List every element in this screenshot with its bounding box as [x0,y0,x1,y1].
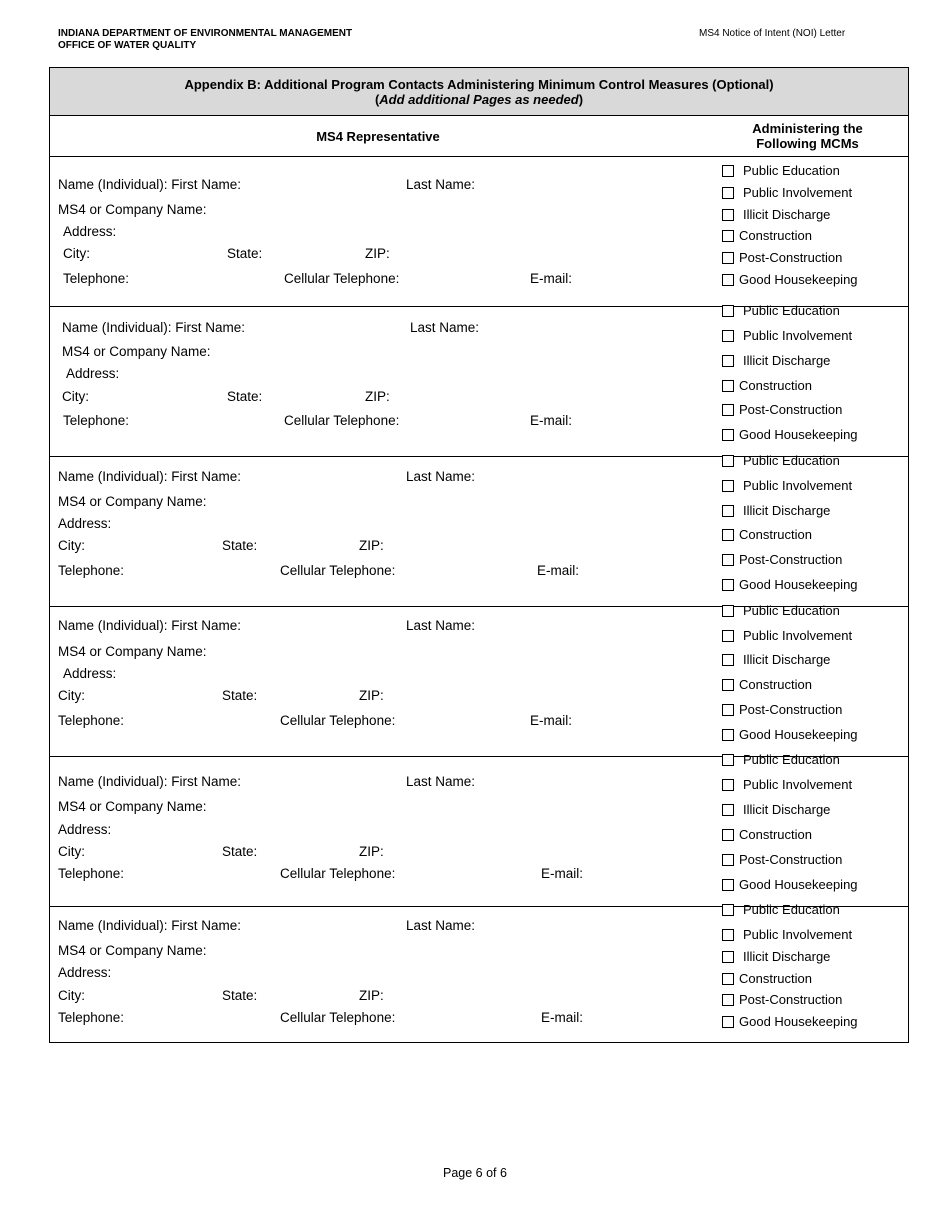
mcm-option[interactable] [722,454,840,468]
mcm-label: Public Involvement [743,478,853,493]
last-name-field[interactable]: Last Name: [406,618,476,633]
mcm-option[interactable] [722,853,842,867]
mcm-label: Post-Construction [739,852,843,867]
mcm-option[interactable] [722,803,830,817]
mcm-label: Illicit Discharge [743,207,831,222]
checkbox[interactable] [722,505,734,517]
mcm-option[interactable] [722,504,830,518]
contact-block-4 [50,603,908,757]
company-name-field[interactable]: MS4 or Company Name: [62,344,211,359]
mcm-label: Post-Construction [739,250,843,265]
mcm-option[interactable] [722,878,858,892]
checkbox[interactable] [722,929,734,941]
checkbox[interactable] [722,355,734,367]
checkbox[interactable] [722,230,734,242]
mcm-option[interactable] [722,354,830,368]
checkbox[interactable] [722,404,734,416]
checkbox[interactable] [722,554,734,566]
mcm-label: Construction [739,677,812,692]
mcm-header: Administering the Following MCMs [752,121,863,151]
mcm-option[interactable] [722,778,852,792]
mcm-option[interactable] [722,428,858,442]
mcm-label: Public Education [743,902,840,917]
cellular-telephone-field[interactable]: Cellular Telephone: [280,563,396,578]
state-field[interactable]: State: [222,538,258,553]
checkbox[interactable] [722,579,734,591]
mcm-option[interactable] [722,379,812,393]
first-name-field[interactable]: Name (Individual): First Name: [58,618,242,633]
form-title-bar [50,68,908,116]
state-field[interactable]: State: [227,246,263,261]
mcm-label: Public Involvement [743,185,853,200]
mcm-option[interactable] [722,1015,858,1029]
contact-block-6 [50,902,908,1043]
agency-name: INDIANA DEPARTMENT OF ENVIRONMENTAL MANAGEMENT [58,28,353,39]
mcm-label: Illicit Discharge [743,503,831,518]
city-field[interactable]: City: [58,844,85,859]
city-field[interactable]: City: [62,389,89,404]
first-name-field[interactable]: Name (Individual): First Name: [58,774,242,789]
checkbox[interactable] [722,829,734,841]
mcm-option[interactable] [722,553,842,567]
mcm-option[interactable] [722,928,852,942]
cellular-telephone-field[interactable]: Cellular Telephone: [280,866,396,881]
mcm-label: Public Education [743,163,840,178]
form-title: Appendix B: Additional Program Contacts Administering Minimum Control Measures (Optional) [184,77,774,92]
cellular-telephone-field[interactable]: Cellular Telephone: [284,271,400,286]
mcm-label: Public Involvement [743,628,853,643]
checkbox[interactable] [722,480,734,492]
agency-header [58,28,352,52]
mcm-option[interactable] [722,972,812,986]
mcm-option[interactable] [722,208,830,222]
city-field[interactable]: City: [58,688,85,703]
checkbox[interactable] [722,994,734,1006]
checkbox[interactable] [722,630,734,642]
checkbox[interactable] [722,879,734,891]
mcm-option[interactable] [722,273,858,287]
contact-block-2 [50,303,908,457]
mcm-option[interactable] [722,828,812,842]
mcm-option[interactable] [722,186,852,200]
mcm-option[interactable] [722,629,852,643]
email-field[interactable]: E-mail: [530,413,573,428]
checkbox[interactable] [722,854,734,866]
state-field[interactable]: State: [222,688,258,703]
checkbox[interactable] [722,973,734,985]
mcm-label: Construction [739,378,812,393]
mcm-label: Construction [739,527,812,542]
mcm-option[interactable] [722,251,842,265]
mcm-label: Public Education [743,453,840,468]
mcm-label: Public Involvement [743,777,853,792]
checkbox[interactable] [722,704,734,716]
checkbox[interactable] [722,187,734,199]
mcm-option[interactable] [722,950,830,964]
mcm-option[interactable] [722,578,858,592]
company-name-field[interactable]: MS4 or Company Name: [58,943,207,958]
checkbox[interactable] [722,754,734,766]
mcm-option[interactable] [722,653,830,667]
state-field[interactable]: State: [222,988,258,1003]
checkbox[interactable] [722,305,734,317]
address-field[interactable]: Address: [63,224,117,239]
mcm-option[interactable] [722,229,812,243]
mcm-label: Public Involvement [743,328,853,343]
checkbox[interactable] [722,252,734,264]
mcm-label: Post-Construction [739,702,843,717]
mcm-option[interactable] [722,304,840,318]
mcm-label: Public Involvement [743,927,853,942]
checkbox[interactable] [722,165,734,177]
address-field[interactable]: Address: [63,666,117,681]
address-field[interactable]: Address: [66,366,120,381]
email-field[interactable]: E-mail: [530,271,573,286]
mcm-option[interactable] [722,164,840,178]
checkbox[interactable] [722,804,734,816]
mcm-label: Illicit Discharge [743,353,831,368]
cellular-telephone-field[interactable]: Cellular Telephone: [280,713,396,728]
checkbox[interactable] [722,779,734,791]
cellular-telephone-field[interactable]: Cellular Telephone: [280,1010,396,1025]
address-field[interactable]: Address: [58,822,112,837]
first-name-field[interactable]: Name (Individual): First Name: [58,918,242,933]
checkbox[interactable] [722,429,734,441]
mcm-option[interactable] [722,403,842,417]
checkbox[interactable] [722,951,734,963]
city-field[interactable]: City: [58,988,85,1003]
mcm-label: Illicit Discharge [743,949,831,964]
mcm-label: Good Housekeeping [739,427,858,442]
mcm-option[interactable] [722,678,812,692]
telephone-field[interactable]: Telephone: [58,713,125,728]
mcm-label: Public Education [743,303,840,318]
first-name-field[interactable]: Name (Individual): First Name: [58,177,242,192]
contacts-form [49,67,909,1043]
company-name-field[interactable]: MS4 or Company Name: [58,799,207,814]
checkbox[interactable] [722,380,734,392]
office-name: OFFICE OF WATER QUALITY [58,40,197,51]
zip-field[interactable]: ZIP: [359,988,384,1003]
checkbox[interactable] [722,330,734,342]
document-title: MS4 Notice of Intent (NOI) Letter [699,28,846,39]
mcm-label: Construction [739,971,812,986]
mcm-option[interactable] [722,479,852,493]
mcm-label: Post-Construction [739,402,843,417]
email-field[interactable]: E-mail: [537,563,580,578]
last-name-field[interactable]: Last Name: [410,320,480,335]
mcm-option[interactable] [722,604,840,618]
mcm-option[interactable] [722,993,842,1007]
telephone-field[interactable]: Telephone: [63,413,130,428]
mcm-label: Good Housekeeping [739,1014,858,1029]
zip-field[interactable]: ZIP: [365,246,390,261]
checkbox[interactable] [722,209,734,221]
checkbox[interactable] [722,529,734,541]
mcm-option[interactable] [722,703,842,717]
mcm-option[interactable] [722,528,812,542]
state-field[interactable]: State: [222,844,258,859]
mcm-label: Illicit Discharge [743,802,831,817]
checkbox[interactable] [722,904,734,916]
mcm-label: Public Education [743,752,840,767]
cellular-telephone-field[interactable]: Cellular Telephone: [284,413,400,428]
mcm-label: Good Housekeeping [739,727,858,742]
mcm-option[interactable] [722,728,858,742]
mcm-label: Illicit Discharge [743,652,831,667]
zip-field[interactable]: ZIP: [359,688,384,703]
city-field[interactable]: City: [63,246,90,261]
address-field[interactable]: Address: [58,516,112,531]
contact-block-1 [50,157,908,307]
email-field[interactable]: E-mail: [530,713,573,728]
first-name-field[interactable]: Name (Individual): First Name: [62,320,246,335]
last-name-field[interactable]: Last Name: [406,774,476,789]
zip-field[interactable]: ZIP: [365,389,390,404]
zip-field[interactable]: ZIP: [359,844,384,859]
contact-block-5 [50,752,908,907]
email-field[interactable]: E-mail: [541,1010,584,1025]
checkbox[interactable] [722,1016,734,1028]
city-field[interactable]: City: [58,538,85,553]
telephone-field[interactable]: Telephone: [63,271,130,286]
first-name-field[interactable]: Name (Individual): First Name: [58,469,242,484]
contact-block-3 [50,453,908,607]
mcm-label: Public Education [743,603,840,618]
checkbox[interactable] [722,605,734,617]
column-headers [50,116,908,157]
last-name-field[interactable]: Last Name: [406,177,476,192]
form-subtitle: (Add additional Pages as needed) [374,92,584,107]
ms4-representative-header: MS4 Representative [316,129,440,144]
checkbox[interactable] [722,274,734,286]
zip-field[interactable]: ZIP: [359,538,384,553]
mcm-label: Good Housekeeping [739,272,858,287]
mcm-label: Good Housekeeping [739,577,858,592]
mcm-label: Good Housekeeping [739,877,858,892]
mcm-option[interactable] [722,329,852,343]
last-name-field[interactable]: Last Name: [406,918,476,933]
checkbox[interactable] [722,654,734,666]
company-name-field[interactable]: MS4 or Company Name: [58,202,207,217]
checkbox[interactable] [722,729,734,741]
checkbox[interactable] [722,455,734,467]
mcm-label: Construction [739,228,812,243]
mcm-option[interactable] [722,903,840,917]
company-name-field[interactable]: MS4 or Company Name: [58,494,207,509]
mcm-label: Post-Construction [739,552,843,567]
page-number: Page 6 of 6 [443,1166,507,1180]
state-field[interactable]: State: [227,389,263,404]
email-field[interactable]: E-mail: [541,866,584,881]
mcm-option[interactable] [722,753,840,767]
mcm-label: Post-Construction [739,992,843,1007]
mcm-label: Construction [739,827,812,842]
checkbox[interactable] [722,679,734,691]
last-name-field[interactable]: Last Name: [406,469,476,484]
telephone-field[interactable]: Telephone: [58,1010,125,1025]
telephone-field[interactable]: Telephone: [58,563,125,578]
company-name-field[interactable]: MS4 or Company Name: [58,644,207,659]
address-field[interactable]: Address: [58,965,112,980]
telephone-field[interactable]: Telephone: [58,866,125,881]
